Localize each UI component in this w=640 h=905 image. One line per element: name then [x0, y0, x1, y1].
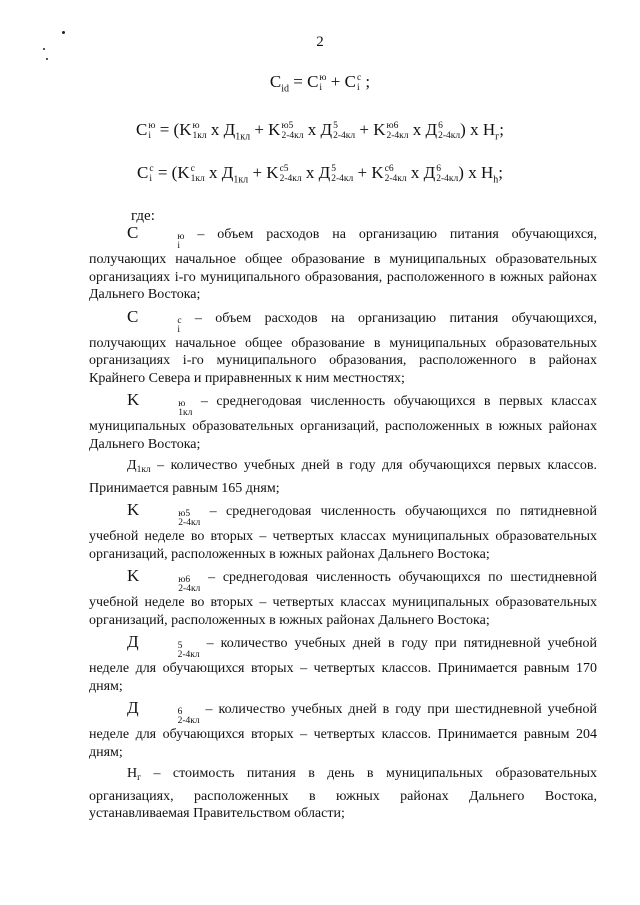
where-label: где: — [131, 208, 155, 224]
formula-north: C с i = (K с 1кл x $Д_{1кл} + K$ с5 2-4кл x Д 5 2-4кл + K с6 2-4кл x Д 6 2-4кл ) x $H_h$; — [137, 163, 503, 186]
page-number: 2 — [316, 34, 324, 50]
definition-item: K ю 1кл – среднегодовая численность обучающихся в первых классах муниципальных образовательных организаций, расположенных в южных районах Дальнего Востока; — [89, 390, 597, 452]
formula-south: C ю i = (K ю 1кл x $Д_{1кл} + K$ ю5 2-4кл x Д 5 2-4кл + K ю6 2-4кл x Д 6 2-4кл ) x $H_г$; — [136, 120, 504, 143]
definition-item: Д 5 2-4кл – количество учебных дней в году при пятидневной учебной неделе для обучающихся вторых – четвертых классов. Принимается равным 170 дням; — [89, 632, 597, 694]
definition-item: $H_г$ – стоимость питания в день в муниципальных образовательных организациях, расположенных в южных районах Дальнего Востока, устанавливаемая Правительством области; — [89, 766, 597, 821]
definition-item: Д 6 2-4кл – количество учебных дней в году при шестидневной учебной неделе для обучающихся вторых – четвертых классов. Принимается равным 204 дням; — [89, 698, 597, 760]
scan-speck — [46, 58, 48, 60]
definition-item: C ю i – объем расходов на организацию питания обучающихся, получающих начальное общее образование в муниципальных образовательных организациях i-го муниципального образования, расположенного в южных районах Дальнего Востока; — [89, 223, 597, 302]
definition-item: K ю5 2-4кл – среднегодовая численность обучающихся по пятидневной учебной неделе во вторых – четвертых классах муниципальных образовательных организаций, расположенных в южных районах Дальнего Востока; — [89, 500, 597, 562]
definition-item: C с i – объем расходов на организацию питания обучающихся, получающих начальное общее образование в муниципальных образовательных организациях i-го муниципального образования, расположенного в районах Крайнего Севера и приравненных к ним местностях; — [89, 306, 597, 386]
definition-item: $Д_{1кл}$ – количество учебных дней в году для обучающихся первых классов. Принимается равным 165 дням; — [89, 458, 597, 496]
definitions-list — [89, 224, 597, 827]
definition-item: K ю6 2-4кл – среднегодовая численность обучающихся по шестидневной учебной неделе во вторых – четвертых классах муниципальных образовательных организаций, расположенных в южных районах Дальнего Востока; — [89, 566, 597, 628]
formula-total: $C_{id} = C$ ю i + C с i ; — [269, 72, 371, 95]
